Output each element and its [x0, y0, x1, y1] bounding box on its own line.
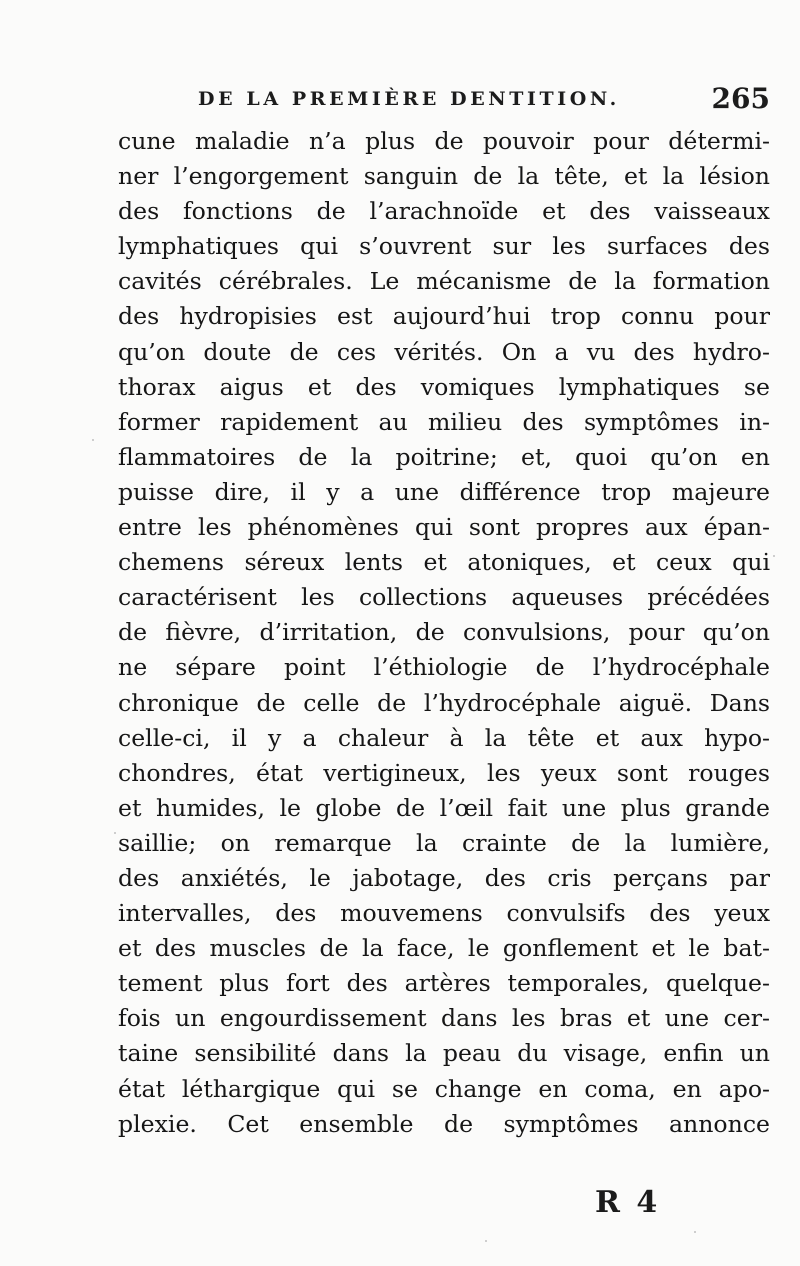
text-line: puisse dire, il y a une différence trop majeure — [118, 477, 770, 506]
page-number: 265 — [711, 82, 770, 115]
paper-speck — [485, 1240, 487, 1242]
text-line: qu’on doute de ces vérités. On a vu des hydro- — [118, 337, 770, 366]
text-line: des hydropisies est aujourd’hui trop connu pour — [118, 302, 770, 331]
text-line: tement plus fort des artères temporales, quelque- — [118, 969, 770, 998]
text-line: saillie; on remarque la crainte de la lumière, — [118, 828, 770, 857]
text-line: fois un engourdissement dans les bras et une cer- — [118, 1004, 770, 1033]
text-line: de fièvre, d’irritation, de convulsions, pour qu’on — [118, 618, 770, 647]
text-line: lymphatiques qui s’ouvrent sur les surfaces des — [118, 232, 770, 261]
text-line: chronique de celle de l’hydrocéphale aiguë. Dans — [118, 688, 770, 717]
text-line: entre les phénomènes qui sont propres aux épan- — [118, 513, 770, 542]
text-line: plexie. Cet ensemble de symptômes annonce — [118, 1109, 770, 1138]
text-line: intervalles, des mouvemens convulsifs des yeux — [118, 899, 770, 928]
text-line: ne sépare point l’éthiologie de l’hydrocéphale — [118, 653, 770, 682]
paper-speck — [694, 1231, 696, 1233]
page-header — [120, 82, 770, 122]
text-line: former rapidement au milieu des symptômes in- — [118, 407, 770, 436]
text-line: thorax aigus et des vomiques lymphatiques se — [118, 372, 770, 401]
text-line: état léthargique qui se change en coma, en apo- — [118, 1074, 770, 1103]
text-line: cavités cérébrales. Le mécanisme de la formation — [118, 267, 770, 296]
text-line: ner l’engorgement sanguin de la tête, et la lésion — [118, 162, 770, 191]
text-line: des fonctions de l’arachnoïde et des vaisseaux — [118, 197, 770, 226]
text-line: chondres, état vertigineux, les yeux sont rouges — [118, 758, 770, 787]
running-head: DE LA PREMIÈRE DENTITION. — [198, 88, 620, 110]
text-line: chemens séreux lents et atoniques, et ceux qui — [118, 548, 770, 577]
paper-speck — [114, 832, 116, 834]
signature-mark: R 4 — [595, 1185, 661, 1220]
paper-speck — [92, 439, 94, 441]
text-line: et des muscles de la face, le gonflement et le bat- — [118, 934, 770, 963]
text-line: celle-ci, il y a chaleur à la tête et aux hypo- — [118, 723, 770, 752]
body-text — [118, 124, 770, 1142]
text-line: caractérisent les collections aqueuses précédées — [118, 583, 770, 612]
text-line: des anxiétés, le jabotage, des cris perçans par — [118, 863, 770, 892]
text-line: taine sensibilité dans la peau du visage, enfin un — [118, 1039, 770, 1068]
text-line: cune maladie n’a plus de pouvoir pour détermi- — [118, 127, 770, 155]
text-line: flammatoires de la poitrine; et, quoi qu’on en — [118, 442, 770, 471]
paper-speck — [773, 555, 775, 557]
text-line: et humides, le globe de l’œil fait une plus grande — [118, 793, 770, 822]
